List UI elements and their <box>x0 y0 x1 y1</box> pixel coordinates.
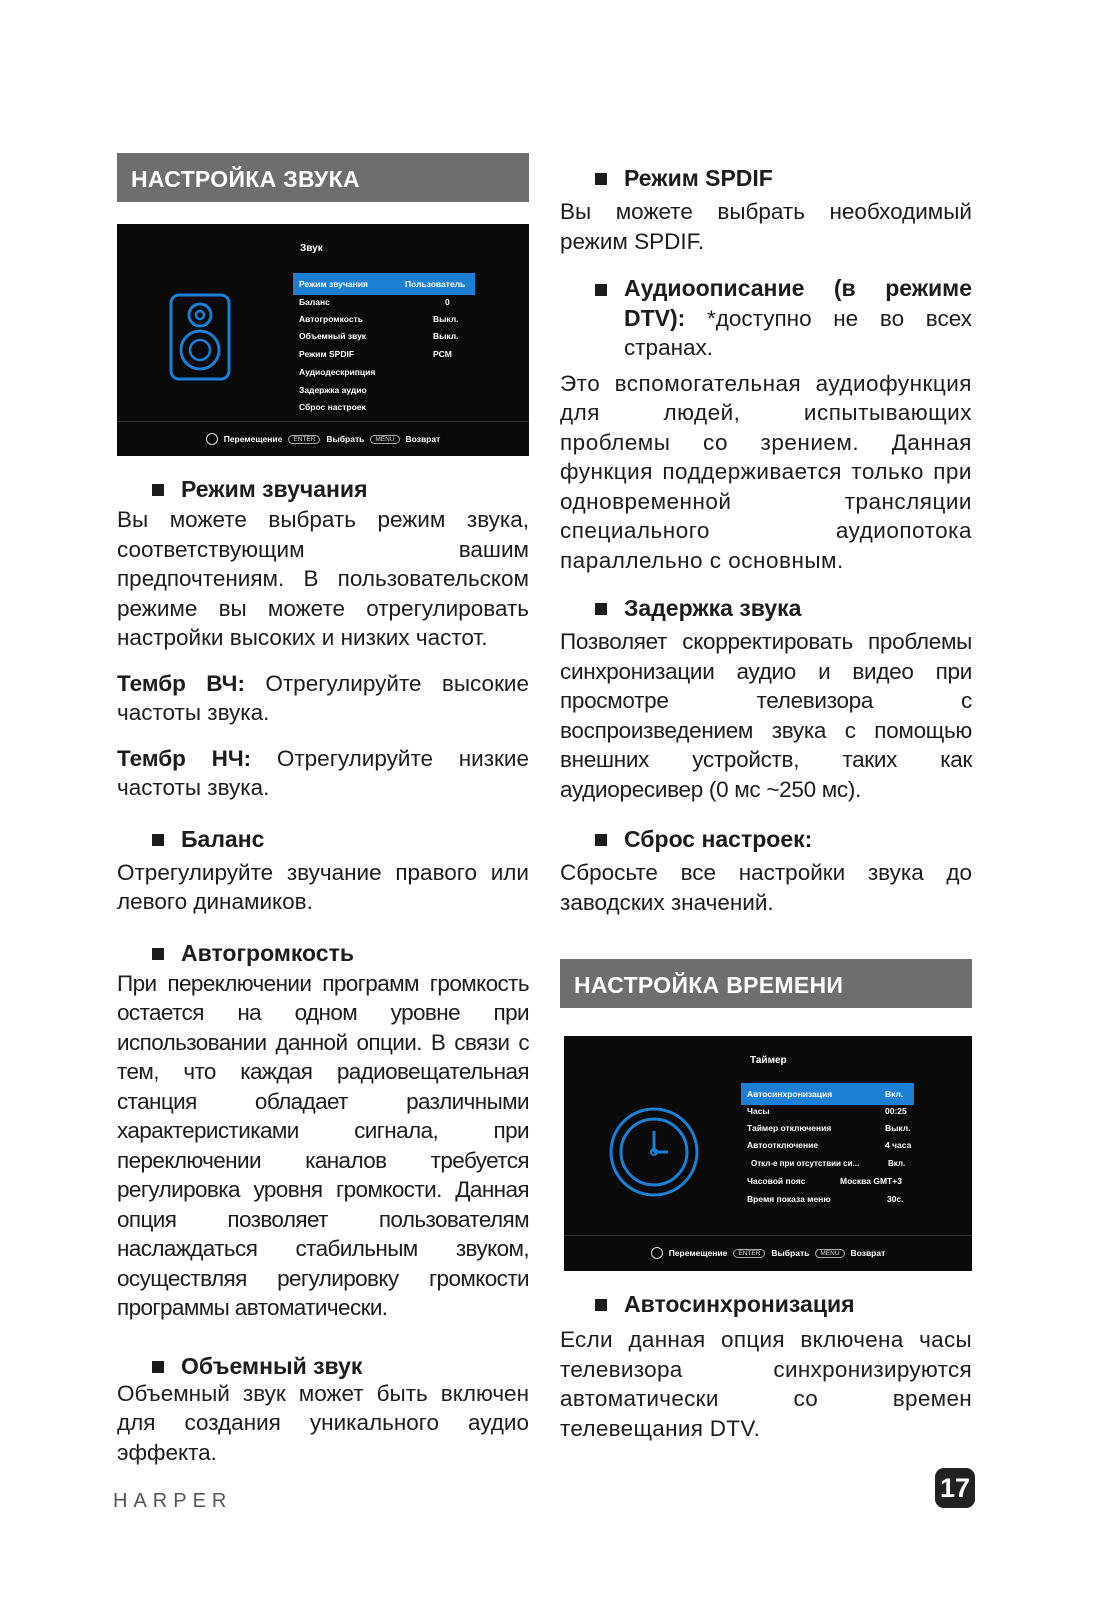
tv-menu-footer: Перемещение ENTER Выбрать MENU Возврат <box>564 1235 972 1270</box>
tv-menu-item: Сброс настроек <box>299 402 366 412</box>
sound-settings-title: НАСТРОЙКА ЗВУКА <box>117 153 529 202</box>
navigation-icon <box>651 1247 663 1259</box>
spdif-text: Вы можете выбрать необходимый режим SPDIF. <box>560 199 972 254</box>
autosync-text: Если данная опция включена часы телевизора синхронизируются автоматически со времен телевещания DTV. <box>560 1327 972 1441</box>
timer-menu-screenshot <box>564 1036 972 1271</box>
menu-key-icon: MENU <box>815 1249 844 1258</box>
navigation-icon <box>206 433 218 445</box>
tv-menu-item: Автоотключение 4 часа <box>747 1140 912 1150</box>
treble-paragraph: Тембр ВЧ: Отрегулируйте высокие частоты звука. <box>117 670 529 725</box>
tv-menu-item: Автогромкость Выкл. <box>299 314 459 324</box>
enter-key-icon: ENTER <box>288 435 320 444</box>
bass-paragraph: Тембр НЧ: Отрегулируйте низкие частоты звука. <box>117 745 529 800</box>
clock-icon <box>608 1106 700 1198</box>
tv-menu-item: Объемный звук Выкл. <box>299 331 459 341</box>
autosync-heading: Автосинхронизация <box>560 1289 972 1319</box>
spdif-heading: Режим SPDIF <box>560 163 972 193</box>
tv-menu-item: Часовой пояс Москва GMT+3 <box>747 1176 902 1186</box>
tv-menu-item: Откл-е при отсутствии си... Вкл. <box>751 1159 906 1168</box>
reset-heading: Сброс настроек: <box>560 824 972 854</box>
harper-logo: HARPER <box>113 1490 233 1512</box>
balance-heading: Баланс <box>117 824 529 854</box>
tv-menu-title: Звук <box>300 243 323 254</box>
avl-heading: Автогромкость <box>117 938 529 968</box>
time-settings-title: НАСТРОЙКА ВРЕМЕНИ <box>560 959 972 1008</box>
tv-menu-title: Таймер <box>750 1055 787 1066</box>
audio-description-text: Это вспомогательная аудиофункция для людей, испытывающих проблемы со зрением. Данная функция поддерживается только при одновременной трансляции специального аудиопотока параллельно с основным. <box>560 370 972 573</box>
tv-menu-item: Время показа меню 30с. <box>747 1194 904 1204</box>
tv-menu-item: Режим звучания Пользователь <box>293 273 475 295</box>
page-number: 17 <box>935 1468 975 1508</box>
sound-menu-screenshot <box>117 224 529 456</box>
speaker-icon <box>168 292 234 382</box>
tv-menu-item: Таймер отключения Выкл. <box>747 1123 911 1133</box>
avl-text: При переключении программ громкость остается на одном уровне при использовании данной опции. В связи с тем, что каждая радиовещательная станция обладает различными характеристиками сигнала, при переключении каналов требуется регулировка уровня громкости. Данная опция позволяет пользователям наслаждаться стабильным звуком, осуществляя регулировку громкости программы автоматически. <box>117 970 529 1320</box>
left-column <box>117 153 529 1467</box>
tv-menu-footer: Перемещение ENTER Выбрать MENU Возврат <box>117 421 529 456</box>
tv-menu-item: Баланс 0 <box>299 297 450 307</box>
enter-key-icon: ENTER <box>733 1249 765 1258</box>
audio-delay-text: Позволяет скорректировать проблемы синхронизации аудио и видео при просмотре телевизора с воспроизведением звука с помощью внешних устройств, таких как аудиоресивер (0 мс ~250 мс). <box>560 629 972 802</box>
reset-text: Сбросьте все настройки звука до заводских значений. <box>560 860 972 915</box>
tv-menu-item: Режим SPDIF PCM <box>299 349 452 359</box>
tv-menu-item: Автосинхронизация Вкл. <box>741 1083 914 1105</box>
sound-mode-text: Вы можете выбрать режим звука, соответствующим вашим предпочтениям. В пользовательском режиме вы можете отрегулировать настройки высоких и низких частот. <box>117 507 529 650</box>
sound-mode-heading: Режим звучания <box>117 474 529 504</box>
tv-menu-item: Аудиодескрипция <box>299 367 376 377</box>
tv-menu-item: Задержка аудио <box>299 385 367 395</box>
audio-delay-heading: Задержка звука <box>560 593 972 623</box>
tv-menu-item: Часы 00:25 <box>747 1106 907 1116</box>
menu-key-icon: MENU <box>370 435 399 444</box>
audio-description-heading: Аудиоописание (в режиме DTV): *доступно не во всех странах. <box>560 274 972 363</box>
surround-text: Объемный звук может быть включен для создания уникального аудио эффекта. <box>117 1380 529 1465</box>
balance-text: Отрегулируйте звучание правого или левого динамиков. <box>117 859 529 914</box>
right-column <box>560 153 972 1443</box>
surround-heading: Объемный звук <box>117 1351 529 1381</box>
